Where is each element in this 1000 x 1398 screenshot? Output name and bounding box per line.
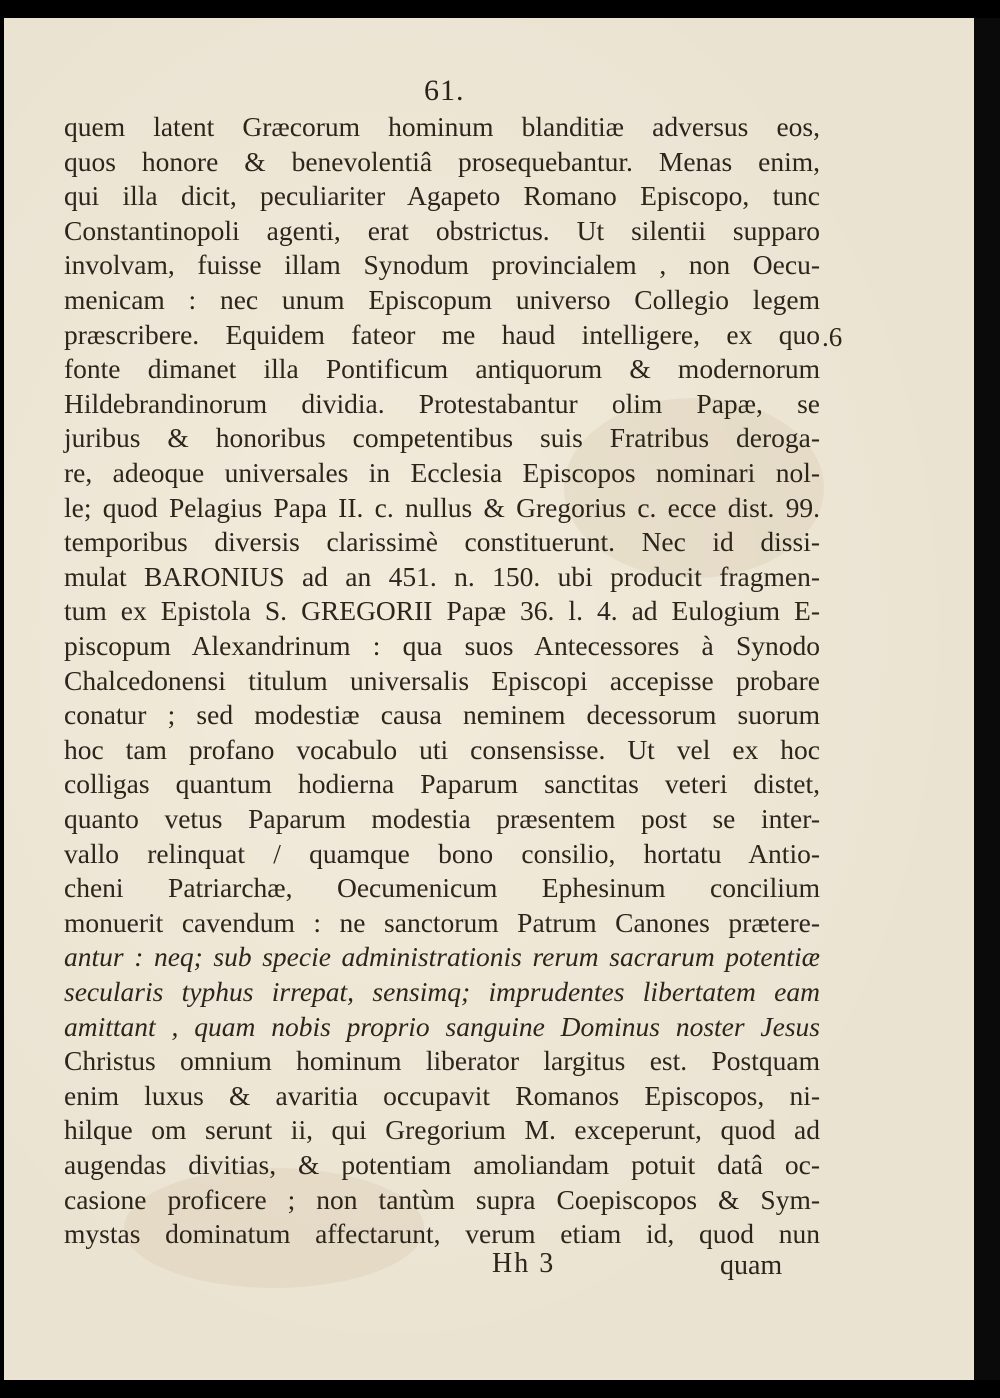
text-line: Chalcedonensi titulum universalis Episcopi accepisse probare (64, 664, 820, 696)
text-line: le; quod Pelagius Papa II. c. nullus & Gregorius c. ecce dist. 99. (64, 491, 820, 523)
text-line: monuerit cavendum : ne sanctorum Patrum Canones prætere- (64, 906, 820, 938)
text-line: Christus omnium hominum liberator largitus est. Postquam (64, 1045, 820, 1077)
text-line: mulat BARONIUS ad an 451. n. 150. ubi producit fragmen- (64, 560, 820, 592)
text-line: vallo relinquat / quamque bono consilio, hortatu Antio- (64, 837, 820, 869)
text-line: hilque om serunt ii, qui Gregorium M. exceperunt, quod ad (64, 1114, 820, 1146)
text-line: temporibus diversis clarissimè constituerunt. Nec id dissi- (64, 526, 820, 558)
text-line: involvam, fuisse illam Synodum provincialem , non Oecu- (64, 249, 820, 281)
text-line: præscribere. Equidem fateor me haud intelligere, ex quo (64, 318, 820, 350)
text-line: qui illa dicit, peculiariter Agapeto Romano Episcopo, tunc (64, 180, 820, 212)
text-line: augendas divitias, & potentiam amoliandam potuit datâ oc- (64, 1149, 820, 1180)
text-line-italic: amittant , quam nobis proprio sanguine Dominus noster Jesus (64, 1010, 820, 1042)
scan-border (974, 18, 1000, 1380)
text-line: re, adeoque universales in Ecclesia Episcopos nominari nol- (64, 457, 820, 488)
text-line: quem latent Græcorum hominum blanditiæ adversus eos, (64, 111, 820, 142)
signature-mark: Hh 3 (492, 1248, 556, 1279)
text-line-italic: secularis typhus irrepat, sensimq; imprudentes libertatem eam (64, 976, 820, 1007)
text-line: juribus & honoribus competentibus suis Fratribus deroga- (64, 422, 820, 454)
text-line: conatur ; sed modestiæ causa neminem decessorum suorum (64, 699, 820, 731)
text-line: colligas quantum hodierna Paparum sanctitas veteri distet, (64, 768, 820, 800)
text-line: casione proficere ; non tantùm supra Coepiscopos & Sym- (64, 1183, 820, 1215)
text-line: hoc tam profano vocabulo uti consensisse. Ut vel ex hoc (64, 733, 820, 765)
text-line: enim luxus & avaritia occupavit Romanos Episcopos, ni- (64, 1079, 820, 1111)
text-line: menicam : nec unum Episcopum universo Collegio legem (64, 284, 820, 315)
text-line: Hildebrandinorum dividia. Protestabantur olim Papæ, se (64, 387, 820, 419)
text-line: fonte dimanet illa Pontificum antiquorum & modernorum (64, 353, 820, 385)
text-line: mystas dominatum affectarunt, verum etiam id, quod nun (64, 1218, 820, 1250)
text-line: quanto vetus Paparum modestia præsentem post se inter- (64, 803, 820, 834)
text-line: piscopum Alexandrinum : qua suos Antecessores à Synodo (64, 630, 820, 661)
text-line: quos honore & benevolentiâ prosequebantur. Menas enim, (64, 145, 820, 177)
page-number: 61. (424, 74, 465, 107)
catchword: quam (720, 1250, 783, 1281)
text-line-italic: antur : neq; sub specie administrationis rerum sacrarum potentiæ (64, 941, 820, 973)
margin-note: .6 (822, 322, 843, 352)
text-line: tum ex Epistola S. GREGORII Papæ 36. l. 4. ad Eulogium E- (64, 595, 820, 627)
text-line: Constantinopoli agenti, erat obstrictus. Ut silentii supparo (64, 214, 820, 246)
text-line: cheni Patriarchæ, Oecumenicum Ephesinum concilium (64, 872, 820, 904)
